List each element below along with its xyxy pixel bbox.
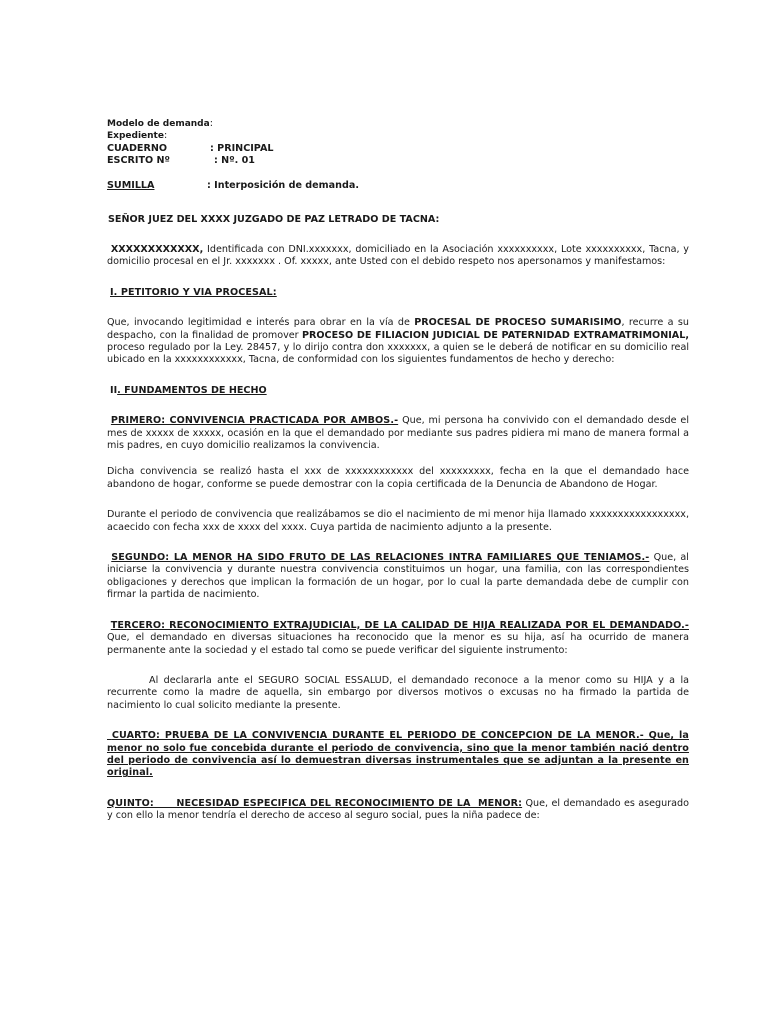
tercero-paragraph [107, 620, 689, 657]
expediente-label: Expediente [107, 131, 164, 142]
tercero-text: Que, el demandado en diversas situaciones ha reconocido que la menor es su hija, así ha ocurrido de manera permanente ante la sociedad y el estado tal como se puede verificar del siguiente instrumento: [107, 632, 689, 656]
section-fundamentos-title [107, 385, 689, 397]
petitorio-text-e: proceso regulado por la Ley. 28457, y lo dirijo contra don xxxxxxx, a quien se le deberá de notificar en su domicilio real ubicado en la xxxxxxxxxxxx, Tacna, de conformidad con los siguientes fundamentos de hecho y derecho: [107, 342, 689, 366]
convivencia-paragraph: Dicha convivencia se realizó hasta el xxx de xxxxxxxxxxxx del xxxxxxxxx, fecha en la que el demandado hace abandono de hogar, conforme se puede demostrar con la copia certificada de la Denuncia de Abandono de Hogar. [107, 466, 689, 490]
plaintiff-name: XXXXXXXXXXXX, [110, 243, 204, 255]
segundo-paragraph [107, 552, 689, 602]
petitorio-text-a: Que, invocando legitimidad e interés para obrar en la vía de [107, 317, 415, 329]
document-content [107, 118, 689, 823]
section-petitorio-title: I. PETITORIO Y VIA PROCESAL: [110, 286, 277, 298]
modelo-sep: : [209, 118, 213, 129]
segundo-text: Que, al iniciarse la convivencia y durante nuestra convivencia constituimos un hogar, una familia, con las correspondientes obligaciones y derechos que implican la formación de un hogar, por lo cual la parte demandada debe de cumplir con firmar la partida de nacimiento. [107, 552, 689, 601]
expediente-sep: : [163, 130, 168, 142]
cuaderno-label: CUADERNO [107, 142, 168, 154]
seguro-text: Al declararla ante el SEGURO SOCIAL ESSALUD, el demandado reconoce a la menor como su HIJA y a la recurrente como la madre de aquella, sin embargo por diversos motivos o excusas no ha firmado la partida de nacimiento lo cual solicito mediante la presente. [107, 674, 689, 711]
document-header [107, 118, 689, 196]
fundamentos-title-rest: . FUNDAMENTOS DE HECHO [117, 384, 267, 396]
escrito-value: : Nº. 01 [214, 155, 255, 167]
primero-text: Que, mi persona ha convivido con el demandado desde el mes de xxxxx de xxxxx, ocasión en la que el demandado por mediante sus padres pidiera mi mano de manera formal a mis padres, en cuyo domicilio realizamos la convivencia. [107, 415, 689, 452]
petitorio-bold-filiacion: PROCESO DE FILIACION JUDICIAL DE PATERNIDAD EXTRAMATRIMONIAL, [301, 329, 689, 341]
cuarto-paragraph [107, 730, 689, 780]
quinto-title: QUINTO: NECESIDAD ESPECIFICA DEL RECONOCIMIENTO DE LA MENOR: [107, 797, 523, 809]
addressee: SEÑOR JUEZ DEL XXXX JUZGADO DE PAZ LETRADO DE TACNA: [108, 213, 440, 225]
sumilla-value: : Interposición de demanda. [207, 179, 359, 191]
segundo-title: SEGUNDO: LA MENOR HA SIDO FRUTO DE LAS RELACIONES INTRA FAMILIARES QUE TENIAMOS.- [111, 552, 650, 564]
periodo-paragraph: Durante el periodo de convivencia que realizábamos se dio el nacimiento de mi menor hija llamado xxxxxxxxxxxxxxxxx, acaecido con fecha xxx de xxxx del xxxx. Cuya partida de nacimiento adjunto a la presente. [107, 509, 689, 533]
cuarto-title: CUARTO: PRUEBA DE LA CONVIVENCIA DURANTE EL PERIODO DE CONCEPCION DE LA MENOR.- [111, 730, 644, 742]
primero-paragraph [107, 415, 689, 452]
fundamentos-prefix: II [110, 384, 118, 396]
modelo-label: Modelo de demanda [107, 119, 210, 129]
tercero-title: TERCERO: RECONOCIMIENTO EXTRAJUDICIAL, DE LA CALIDAD DE HIJA REALIZADA POR EL DEMANDADO.- [110, 619, 689, 631]
petitorio-bold-proceso: PROCESAL DE PROCESO SUMARISIMO [414, 317, 622, 329]
cuaderno-value: : PRINCIPAL [210, 142, 274, 154]
petitorio-text-c: , recurre a su despacho, con la finalidad de promover [107, 317, 689, 341]
quinto-text: Que, el demandado es asegurado y con ello la menor tendría el derecho de acceso al seguro social, pues la niña padece de: [107, 797, 689, 822]
intro-text: Identificada con DNI.xxxxxxx, domiciliado en la Asociación xxxxxxxxxx, Lote xxxxxxxxxx, Tacna, y domicilio procesal en el Jr. xxxxxxx . Of. xxxxx, ante Usted con el debido respeto nos apersonamos y manifestamos: [107, 243, 689, 268]
seguro-paragraph [107, 675, 689, 712]
cuarto-text: Que, la menor no solo fue concebida durante el periodo de convivencia, sino que la menor también nació dentro del periodo de convivencia así lo demuestran diversas instrumentales que se adjuntan a la presente en original. [107, 730, 689, 779]
intro-paragraph [107, 244, 689, 269]
primero-title: PRIMERO: CONVIVENCIA PRACTICADA POR AMBOS.- [110, 415, 399, 427]
petitorio-paragraph [107, 317, 689, 367]
quinto-paragraph [107, 798, 689, 823]
escrito-label: ESCRITO Nº [107, 155, 170, 167]
sumilla-label: SUMILLA [107, 179, 155, 191]
